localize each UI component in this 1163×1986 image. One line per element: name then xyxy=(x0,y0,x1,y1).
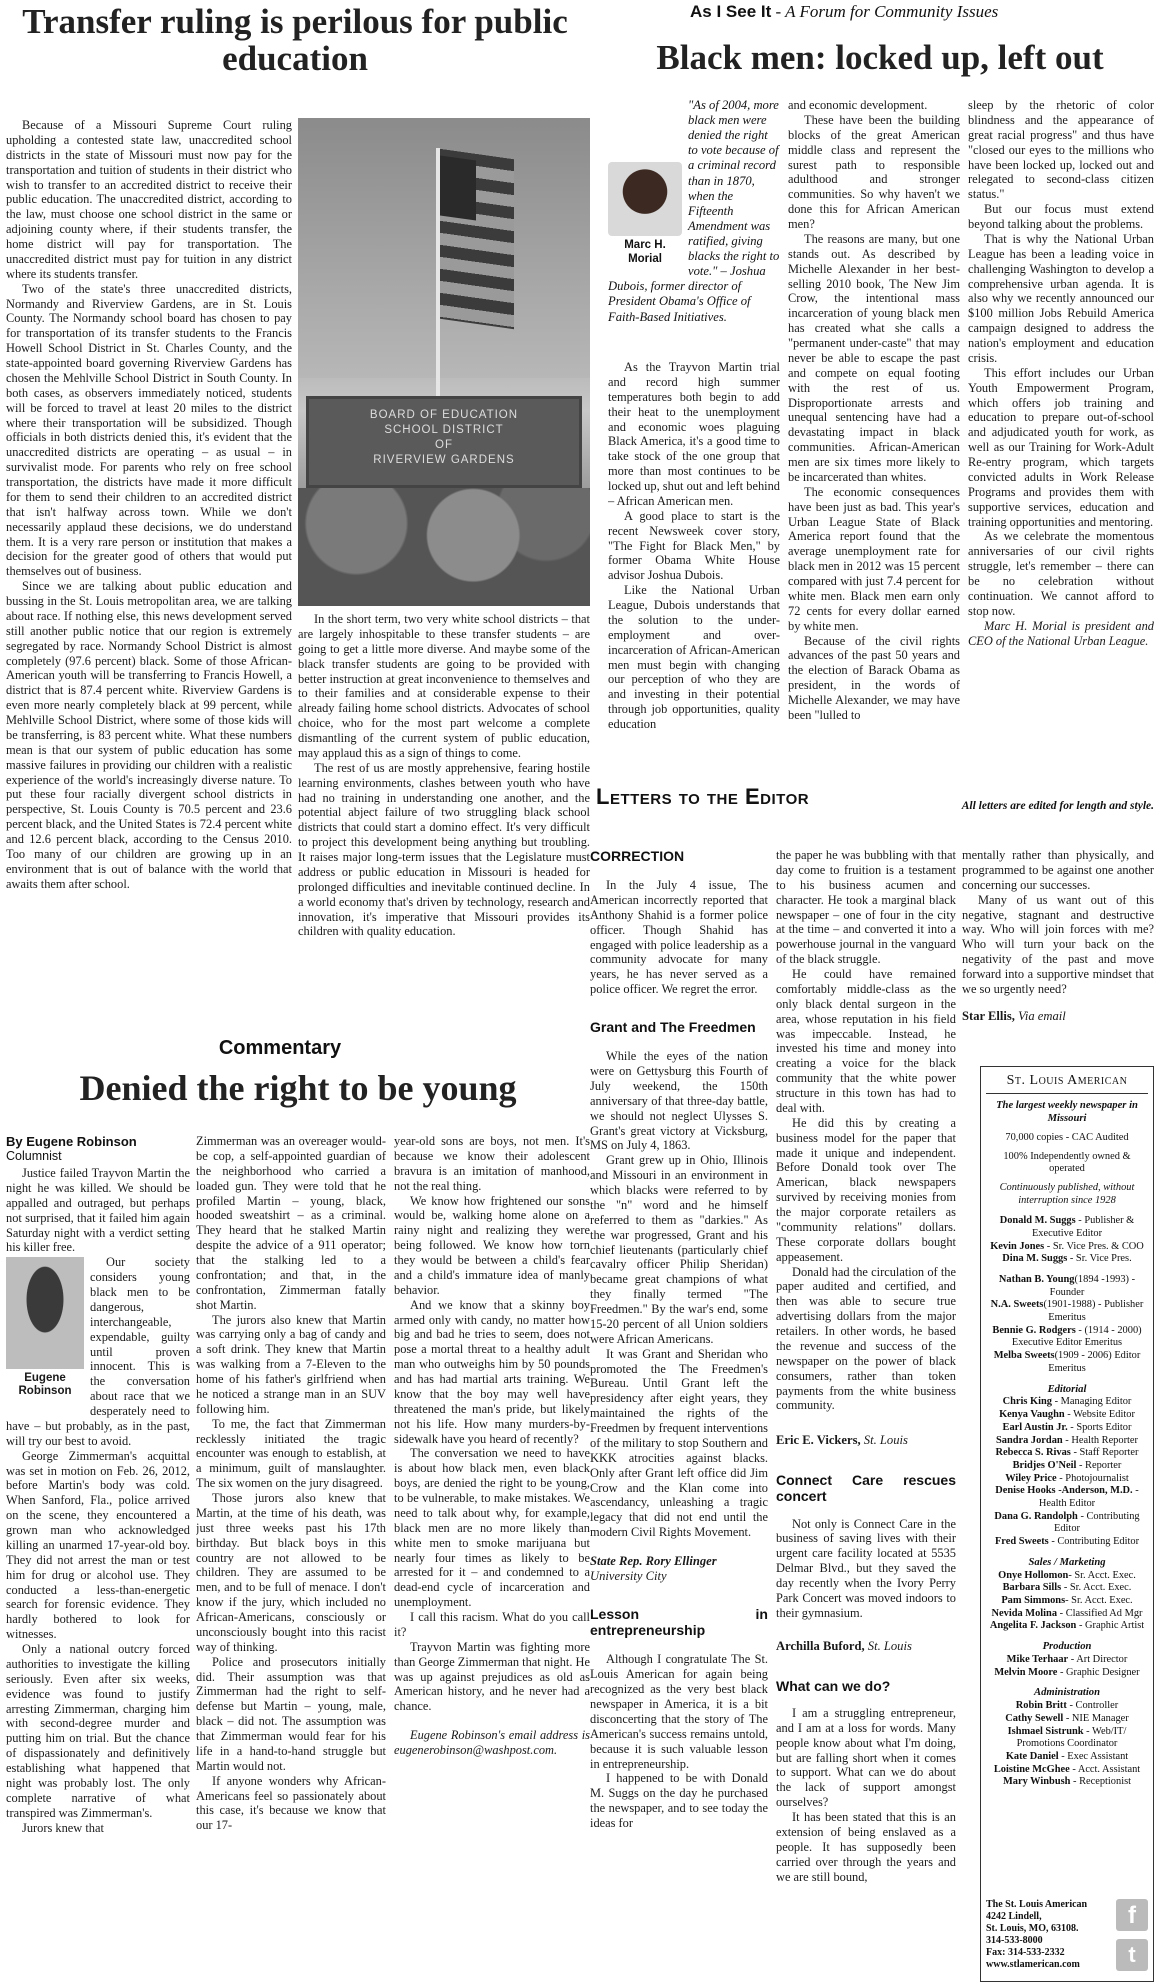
byline-role: Columnist xyxy=(6,1149,62,1163)
staff-name: N.A. Sweets xyxy=(990,1299,1044,1311)
shrubs xyxy=(298,488,590,606)
paragraph: Because of the civil rights advances of the past 50 years and the election of Barack Obama as president, in the words of Michelle Alexander, we may have been "lulled to xyxy=(788,633,960,722)
left-article-col2 xyxy=(298,612,590,1010)
paragraph: To me, the fact that Zimmerman recklessly initiated the tragic encounter was enough to establish, at a minimum, guilt of manslaughter. The six women on the jury disagreed. xyxy=(196,1416,386,1491)
staff-name: Rebecca S. Rivas xyxy=(995,1447,1071,1459)
commentary-col3 xyxy=(394,1134,590,1982)
staff-entry xyxy=(986,1764,1148,1777)
staff-name: Mike Terhaar xyxy=(1006,1653,1069,1665)
pull-quote-text: "As of 2004, more black men were denied the right to vote because of a criminal record than in 1870, when the Fifteenth Amendment was ratified, giving blacks the right to vote." – Joshua Dubois, former director of President Obama's Office of Faith-Based Initiatives. xyxy=(608,98,780,324)
staff-entry xyxy=(986,1776,1148,1789)
staff-name: Mary Winbush xyxy=(1002,1776,1071,1788)
paragraph: That is why the National Urban League has been a leading voice in challenging Washington to develop a comprehensive urban agenda. It is also why we recently announced our $100 million Jobs Rebuild America campaign designed to address the nation's employment and education crisis. xyxy=(968,231,1154,365)
staff-role: - Health Editor xyxy=(1038,1485,1139,1509)
staff-entry xyxy=(986,1582,1148,1595)
paragraph: The conversation we need to have is about how black men, even black boys, are denied the right to be young, to be vulnerable, to make mistakes. We need to talk about why, for example, black men are no more likely than white men to smoke marijuana but nearly four times as likely to be arrested for it – and condemned to a dead-end cycle of incarceration and unemployment. xyxy=(394,1446,590,1610)
staff-entry xyxy=(986,1325,1148,1350)
staff-entry xyxy=(986,1654,1148,1667)
staff-entry xyxy=(986,1485,1148,1510)
staff-role: (1901-1988) - Publisher Emeritus xyxy=(1043,1299,1144,1324)
staff-entry xyxy=(986,1608,1148,1621)
paragraph: George Zimmerman's acquittal was set in motion on Feb. 26, 2012, before Martin's body was cold. When Sanford, Fla., police arrived on the scene, they encountered a grown man who acknowledged killing an unarmed 17-year-old boy. They did not arrest the man or test him for drug or alcohol use. They conducted a less-than-energetic search for forensic evidence. They hardly bothered to look for witnesses. xyxy=(6,1448,190,1642)
staff-entry xyxy=(986,1595,1148,1608)
staff-role: - Staff Reporter xyxy=(1070,1447,1139,1459)
staff-name: Melvin Moore xyxy=(994,1666,1058,1678)
staff-role: (1894 -1993) - Founder xyxy=(1049,1274,1136,1298)
paragraph: Jurors knew that xyxy=(22,1820,104,1835)
paragraph: A good place to start is the recent Newsweek cover story, "The Fight for Black Men," by former Obama White House advisor Joshua Dubois. xyxy=(608,508,780,583)
paragraph: Those jurors also knew that Martin, at the time of his death, was just three weeks past his 17th birthday. But black boys in this country are not allowed to be children. They are assumed to be men, and to be full of menace. I don't know if the jury, which included no African-Americans, consciously or unconsciously bought into this racist way of thinking. xyxy=(196,1491,386,1654)
staff-role: - NIE Manager xyxy=(1063,1712,1129,1724)
commentary-col1 xyxy=(6,1166,190,1982)
staff-entry xyxy=(986,1726,1148,1751)
letters-col3 xyxy=(962,848,1154,1064)
sign-line: RIVERVIEW GARDENS xyxy=(373,453,515,466)
letters-col2 xyxy=(776,848,956,1982)
commentary-headline: Denied the right to be young xyxy=(79,1068,517,1108)
paragraph: It was Grant and Sheridan who promoted the The Freedmen's Bureau. Until Grant left the presidency after eight years, they maintained the rights of the Freedmen by frequent interventions of the military to stop Southern and KKK atrocities against blacks. Only after Grant left office did Jim Crow and the Klan come into ascendancy, unleashing a tragic legacy that did not end until the modern Civil Rights Movement. xyxy=(590,1346,768,1540)
address-line[interactable]: www.stlamerican.com xyxy=(986,1959,1080,1970)
staff-role: - Controller xyxy=(1066,1700,1119,1712)
robinson-photo xyxy=(6,1257,84,1369)
flag-canton xyxy=(440,155,476,220)
sign-text xyxy=(306,408,582,468)
masthead-admin-head: Administration xyxy=(1034,1687,1100,1699)
staff-name: Denise Hooks -Anderson, M.D. xyxy=(995,1485,1133,1497)
staff-entry xyxy=(986,1409,1148,1422)
staff-role: - Web/IT/ Promotions Coordinator xyxy=(1016,1725,1127,1750)
paragraph: But our focus must extend beyond talking about the problems. xyxy=(968,202,1154,231)
paragraph: Although I congratulate The St. Louis American for again being recognized as the very best black newspaper in America, it is a bit disconcerting that the story of The American's success remains untold, because it is such valuable lesson in entrepreneurship. xyxy=(590,1652,768,1771)
grant-sig-place: University City xyxy=(590,1569,667,1584)
right-article-col3 xyxy=(968,98,1154,752)
paragraph: While the eyes of the nation were on Gettysburg this Fourth of July weekend, the 150th anniversary of that three-day battle, we should not neglect Ulysses S. Grant's great victory at Vicksburg, MS on July 4, 1863. xyxy=(590,1049,768,1153)
paragraph: Grant grew up in Ohio, Illinois and Missouri in an environment in which blacks were referred to by the "n" word and he himself referred to them as "darkies." As the war progressed, Grant and his chief lieutenants (particularly chief cavalry officer Philip Sheridan) became great champions of what they finally termed "The Freedmen." By the war's end, some 15-20 percent of all Union soldiers were African Americans. xyxy=(590,1153,768,1346)
staff-role: - Sr. Vice Pres. & COO xyxy=(1044,1240,1144,1252)
paragraph: Police and prosecutors initially did. Their assumption was that Zimmerman had the right to self-defense but Martin – young, male, black – did not. The assumption was that Zimmerman would fear for his life in a hand-to-hand struggle but Martin would not. xyxy=(196,1654,386,1773)
staff-name: Earl Austin Jr. xyxy=(1002,1421,1068,1433)
staff-role: - Classified Ad Mgr xyxy=(1057,1607,1143,1619)
staff-entry xyxy=(986,1473,1148,1486)
masthead-independent: 100% Independently owned & operated xyxy=(1003,1150,1131,1175)
staff-role: - Sr. Acct. Exec. xyxy=(1061,1582,1132,1594)
letters-title: Letters to the Editor xyxy=(596,784,810,809)
staff-role: - Receptionist xyxy=(1070,1776,1132,1788)
grant-sig xyxy=(590,1554,768,1584)
forum-kicker xyxy=(690,2,1150,22)
author-photo xyxy=(608,162,682,236)
staff-name: Barbara Sills xyxy=(1002,1582,1062,1594)
masthead-editorial-head: Editorial xyxy=(1047,1383,1087,1395)
paragraph: This effort includes our Urban Youth Empowerment Program, which offers job training and education to prepare out-of-school and adjudicated youth for work, as well as our Training for Work-Adult Re-entry program, which targets convicted adults in Work Release Programs and provides them with supportive services, education and training opportunities and mentoring. xyxy=(968,365,1154,529)
staff-name: Kenya Vaughn xyxy=(999,1409,1065,1421)
staff-entry xyxy=(986,1350,1148,1375)
pull-quote xyxy=(608,98,780,360)
paragraph: Because of a Missouri Supreme Court ruling upholding a contested state law, unaccredited school districts in the state of Missouri must now pay for the transportation and tuition of students in their district who wish to transfer to an accredited district to receive their public education. The unaccredited district, according to the law, must choose one school district in the same or adjoining county where, if their students transfer, the home district will pay for transportation. The unaccredited district must pay for tuition in any district where its students transfer. xyxy=(6,118,292,281)
paragraph: I call this racism. What do you call it? xyxy=(394,1610,590,1639)
paragraph: The reasons are many, but one stands out. As described by Michelle Alexander in her best-selling 2010 book, The New Jim Crow, the intentional mass incarceration of young black men has created what she calls a "permanent under-caste" that may never be able to escape the past and compete on equal footing with the rest of us. Disproportionate arrests and unequal sentencing have had a devastating impact in black communities. African-American men are six times more likely to be incarcerated than whites. xyxy=(788,231,960,484)
staff-name: Bridjes O'Neil xyxy=(1012,1459,1077,1471)
paragraph: We know how frightened our sons would be, walking home alone on a rainy night and realizing they were being followed. We know how torn they would be between a child's fear and a child's immature idea of manly behavior. xyxy=(394,1193,590,1297)
author-signoff: Marc H. Morial is president and CEO of the National Urban League. xyxy=(968,618,1154,648)
paragraph: These have been the building blocks of the great American middle class and represent the surest path to responsible adulthood and stronger communities. So why haven't we done this for African American men? xyxy=(788,112,960,231)
staff-entry xyxy=(986,1253,1148,1266)
staff-name: Melba Sweets xyxy=(993,1350,1055,1362)
staff-name: Dana G. Randolph xyxy=(994,1510,1078,1522)
commentary-label: Commentary xyxy=(218,1037,342,1059)
staff-role: (1909 - 2006) Editor Emeritus xyxy=(1048,1350,1141,1374)
kicker-rest: - A Forum for Community Issues xyxy=(771,2,999,21)
staff-entry xyxy=(986,1713,1148,1726)
staff-entry xyxy=(986,1536,1148,1549)
kicker-bold: As I See It xyxy=(690,2,772,21)
staff-role: - Exec Assistant xyxy=(1058,1751,1129,1763)
masthead-production-head: Production xyxy=(1042,1641,1092,1653)
address-line: The St. Louis American xyxy=(986,1899,1088,1910)
masthead-sales-head: Sales / Marketing xyxy=(1028,1556,1106,1568)
paragraph: Donald had the circulation of the paper audited and certified, and then was able to secure true advertising dollars from the major retailers. In other words, he based the revenue and success of the newspaper on the power of black consumers, rather than token payments from the white business community. xyxy=(776,1264,956,1413)
staff-name: Loistine McGhee xyxy=(993,1763,1070,1775)
lesson-sig xyxy=(776,1433,956,1448)
right-article-col2 xyxy=(788,98,960,752)
staff-role: - Reporter xyxy=(1076,1459,1122,1471)
paragraph: Trayvon Martin was fighting more than George Zimmerman that night. He was up against prejudices as old as American history, and he never had a chance. xyxy=(394,1639,590,1714)
paragraph: Many of us want out of this negative, stagnant and destructive way. Who will join forces with me? Who will turn your back on the negativity of the past and move forward into a supportive mindset that we so urgently need? xyxy=(962,892,1154,996)
connect-sig-place: St. Louis xyxy=(864,1638,912,1653)
address-line: 314-533-8000 xyxy=(986,1935,1043,1946)
paragraph: In the short term, two very white school districts – that are largely inhospitable to these transfer students – are going to get a little more diverse. And maybe some of the black transfer students are going to be provided with better instruction at great inconvenience to themselves and to their families and at considerable expense to their already failing home school districts. Advocates of school choice, who for the most part welcome a complete dismantling of the current system of public education, may applaud this as a sign of things to come. xyxy=(298,612,590,760)
staff-role: - Acct. Assistant xyxy=(1069,1763,1141,1775)
staff-role: - Managing Editor xyxy=(1052,1396,1132,1408)
staff-role: - (1914 - 2000) Executive Editor Emeritus xyxy=(1011,1324,1142,1349)
staff-name: Chris King xyxy=(1002,1396,1052,1408)
staff-entry xyxy=(986,1396,1148,1409)
staff-entry xyxy=(986,1570,1148,1583)
col3-sig xyxy=(962,1009,1154,1024)
staff-role: - Graphic Artist xyxy=(1076,1620,1145,1632)
commentary-email: Eugene Robinson's email address is eugenerobinson@washpost.com. xyxy=(394,1728,590,1757)
staff-name: Wiley Price xyxy=(1005,1472,1057,1484)
address-line: St. Louis, MO, 63108. xyxy=(986,1923,1079,1934)
staff-entry xyxy=(986,1700,1148,1713)
staff-entry xyxy=(986,1447,1148,1460)
left-article-col1 xyxy=(6,118,292,1010)
author-photo-box xyxy=(608,162,682,266)
school-sign-photo xyxy=(298,118,590,606)
staff-name: Kate Daniel xyxy=(1005,1751,1059,1763)
staff-entry xyxy=(986,1299,1148,1324)
masthead-name: St. Louis American xyxy=(986,1073,1148,1094)
staff-entry xyxy=(986,1667,1148,1680)
twitter-icon[interactable]: t xyxy=(1116,1939,1148,1971)
staff-role: - Sr. Acct. Exec. xyxy=(1068,1569,1136,1581)
staff-entry xyxy=(986,1241,1148,1254)
staff-name: Pam Simmons xyxy=(1001,1595,1066,1606)
staff-name: Robin Britt xyxy=(1015,1700,1067,1712)
connect-sig-name: Archilla Buford, xyxy=(776,1638,865,1653)
connect-head: Connect Care rescues concert xyxy=(776,1472,956,1505)
right-article-col1 xyxy=(608,360,780,750)
paragraph: He did this by creating a business model for the paper that made it unique and independent. Before Donald took over The American, black newspapers survived by receiving monies from the major corporate retailers as "community relations" dollars. These corporate dollars bought appeasement. xyxy=(776,1115,956,1264)
paragraph: the paper he was bubbling with that day come to fruition is a testament to his business acumen and character. He took a marginal black newspaper – one of four in the city at the time – and converted it into a powerhouse journal in the vanguard of the black struggle. xyxy=(776,848,956,967)
connect-text: Not only is Connect Care in the business of saving lives with their urgent care facility located at 5535 Delmar Blvd., but they saved the day recently when the Ivory Perry Park Concert was moved indoors to their gymnasium. xyxy=(776,1516,956,1620)
staff-entry xyxy=(986,1620,1148,1633)
paragraph: mentally rather than physically, and programmed to be against one another concerning our successes. xyxy=(962,848,1154,892)
staff-role: - Graphic Designer xyxy=(1057,1666,1140,1678)
paragraph: sleep by the rhetoric of color blindness and the appearance of great racial progress" and thus have "closed our eyes to the millions who have been locked up, locked out and relegated to second-class citizen status." xyxy=(968,98,1154,202)
staff-name: Dina M. Suggs xyxy=(1002,1253,1068,1265)
staff-entry xyxy=(986,1215,1148,1240)
lesson-sig-place: St. Louis xyxy=(860,1433,908,1448)
left-article-headline: Transfer ruling is perilous for public education xyxy=(22,2,568,78)
paragraph: As we celebrate the momentous anniversaries of our civil rights struggle, let's remember – there can be no celebration without continuation. We cannot afford to stop now. xyxy=(968,529,1154,618)
commentary-wrap: Our society considers young black men to be dangerous, interchangeable, expendable, guilty until proven innocent. This is the conversation about race that we desperately need to have – but probably, as in the past, will try our best to avoid. xyxy=(6,1255,190,1448)
right-article-headline: Black men: locked up, left out xyxy=(656,38,1104,77)
paragraph: Zimmerman was an overeager would-be cop, a self-appointed guardian of the neighborhood who carried a loaded gun. They were told that he profiled Martin – young, black, hooded sweatshirt – as a criminal. They heard that he stalked Martin despite the advice of a 911 operator; that the stalking led to a confrontation; and that, in the confrontation, Zimmerman fatally shot Martin. xyxy=(196,1134,386,1312)
masthead-tagline: The largest weekly newspaper in Missouri xyxy=(996,1100,1138,1124)
staff-name: Onye Hollomon xyxy=(998,1569,1069,1581)
col3-sig-place: Via email xyxy=(1014,1008,1066,1023)
facebook-icon[interactable]: f xyxy=(1116,1899,1148,1931)
staff-role: - Website Editor xyxy=(1064,1409,1135,1421)
staff-entry xyxy=(986,1460,1148,1473)
correction-head: CORRECTION xyxy=(590,848,685,864)
paragraph: Two of the state's three unaccredited districts, Normandy and Riverview Gardens, are in St. Louis County. The Normandy school board has chosen to pay for transportation of its transfer students to the Francis Howell School District in St. Charles County, and the state-appointed board governing Riverview Gardens has chosen the Mehlville School District in South County. In both cases, as observers immediately noticed, students will be forced to travel at least 20 miles to the district where their transportation will be subsidized. Though officials in both districts denied this, it's evident that the unaccredited districts are operating – as usual – in survivalist mode. For parents who rely on free school transportation, the districts have made it more difficult for them to send their children to an accredited district that isn't halfway across town. While we don't necessarily applaud these decisions, we do understand them. It is a very rare person or institution that makes a decision for the greater good of others that would put themselves out of business. xyxy=(6,281,292,579)
paragraph: He could have remained comfortably middle-class as the only black dental surgeon in the area, whose reputation in his field was impeccable. Instead, he invested his time and money into creating a voice for the black community that the white power structure in this town has had to deal with. xyxy=(776,967,956,1115)
paragraph: Only a national outcry forced authorities to investigate the killing seriously. Even after six weeks, evidence was found to justify arresting Zimmerman, charging him with second-degree murder and putting him on trial. But the chance of dispassionately and definitively establishing what happened that night was probably lost. The only complete narrative of what transpired was Zimmerman's. xyxy=(6,1642,190,1820)
staff-name: Nevida Molina xyxy=(991,1607,1058,1619)
paragraph: I happened to be with Donald M. Suggs on the day he purchased the newspaper, and to see today the ideas for xyxy=(590,1771,768,1831)
staff-role: - Contributing Editor xyxy=(1048,1536,1140,1548)
robinson-photo-caption: Eugene Robinson xyxy=(18,1372,72,1398)
paragraph: and economic development. xyxy=(788,98,928,112)
sign-line: OF xyxy=(435,438,453,451)
commentary-intro: Justice failed Trayvon Martin the night he was killed. We should be appalled and outraged, but perhaps not surprised, that it failed him again Saturday night with a verdict setting his killer free. xyxy=(6,1166,190,1255)
staff-role: - Publisher & Executive Editor xyxy=(1031,1215,1135,1239)
grant-sig-name: State Rep. Rory Ellinger xyxy=(590,1554,717,1569)
paragraph: Like the National Urban League, Dubois understands that the solution to the under-employment and over-incarceration of African-American men must begin with changing our perception of who they are and investing in their potential through job opportunities, quality education xyxy=(608,583,780,731)
letters-col1 xyxy=(590,848,768,1982)
paragraph: As the Trayvon Martin trial and record high summer temperatures both begin to add their heat to the unemployment and economic woes plaguing Black America, it's a good time to take stock of the one group that more than most continues to be locked up, shut out and left behind – African American men. xyxy=(608,360,780,508)
paragraph: And we know that a skinny boy armed only with candy, no matter how big and bad he tries to seem, does not pose a mortal threat to a healthy adult man who outweighs him by 50 pounds and has had martial arts training. We know that the boy may well have threatened the man's pride, but likely not his life. How many murders-by-sidewalk have you heard of recently? xyxy=(394,1297,590,1446)
paragraph: I am a struggling entrepreneur, and I am at a loss for words. Many people know about what I'm doing, but are falling short when it comes to support. What can we do about the lack of support amongst ourselves? xyxy=(776,1705,956,1810)
paragraph: year-old sons are boys, not men. It's because we know their adolescent bravura is an imitation of manhood, not the real thing. xyxy=(394,1134,590,1193)
staff-role: - Photojournalist xyxy=(1056,1472,1129,1484)
paragraph: If anyone wonders why African-Americans feel so passionately about this case, it's because we know that our 17- xyxy=(196,1773,386,1833)
staff-name: Angelita F. Jackson xyxy=(989,1620,1077,1632)
lesson-sig-name: Eric E. Vickers, xyxy=(776,1433,861,1448)
staff-name: Bennie G. Rodgers xyxy=(992,1324,1076,1336)
commentary-byline xyxy=(6,1134,190,1163)
col3-sig-name: Star Ellis, xyxy=(962,1008,1015,1023)
staff-name: Ishmael Sistrunk xyxy=(1007,1725,1084,1737)
staff-name: Kevin Jones xyxy=(990,1240,1045,1252)
sign-line: BOARD OF EDUCATION xyxy=(369,409,519,421)
masthead-footer xyxy=(986,1899,1148,1975)
staff-name: Nathan B. Young xyxy=(998,1274,1075,1286)
staff-entry xyxy=(986,1435,1148,1448)
robinson-photo-box xyxy=(6,1257,84,1407)
paragraph: The rest of us are mostly apprehensive, fearing hostile learning environments, clashes between youth who have had no training in understanding one another, and the potential abject failure of two struggling black school districts that could start a domino effect. It's very difficult to project this development being anything but troubling. It raises major long-term issues that the Legislature must address or public education in Missouri is headed for prolonged difficulties and inevitable continued decline. In a world economy that's driven by technology, research and innovation, it's imperative that Missouri provides its children with quality education. xyxy=(298,760,590,939)
staff-entry xyxy=(986,1274,1148,1299)
staff-role: - Health Reporter xyxy=(1062,1434,1138,1446)
staff-name: Donald M. Suggs xyxy=(999,1215,1076,1227)
staff-role: - Sr. Acct. Exec. xyxy=(1065,1595,1133,1606)
paragraph: It has been stated that this is an extension of being enslaved as a people. It has supposedly been carried over through the years and we are still bound, xyxy=(776,1810,956,1884)
connect-sig xyxy=(776,1639,956,1654)
paragraph: The economic consequences have been just as bad. This year's Urban League State of Black America report found that the average unemployment rate for black men in 2012 was 15 percent compared with just 7.4 percent for white men. Black men earn only 72 cents for every dollar earned by white men. xyxy=(788,484,960,633)
paragraph: The jurors also knew that Martin was carrying only a bag of candy and a soft drink. They knew that Martin was walking from a 7-Eleven to the home of his father's girlfriend when he noticed a strange man in an SUV following him. xyxy=(196,1312,386,1416)
staff-name: Sandra Jordan xyxy=(995,1434,1063,1446)
author-photo-caption: Marc H. Morial xyxy=(624,239,666,265)
staff-name: Fred Sweets xyxy=(994,1536,1049,1548)
address-line: Fax: 314-533-2332 xyxy=(986,1947,1065,1958)
masthead-address xyxy=(986,1899,1104,1971)
masthead-published: Continuously published, without interruption since 1928 xyxy=(999,1181,1135,1206)
whatcan-head: What can we do? xyxy=(776,1677,891,1694)
paragraph: Since we are talking about public education and bussing in the St. Louis metropolitan area, we are talking about race. If nothing else, this news development served still another public notice that our region is extremely segregated by race. Normandy School District is almost completely (97.6 percent) black. Some of those African-American youth will be transferring to Francis Howell, a district that is 87.4 percent white. Riverview Gardens is even more nearly completely black at 99 percent, while Mehlville School District, where some of those kids will be transferring, is 83 percent white. What these numbers mean is that our system of public education has some massive failures in providing our children with a realistic experience of the world's increasingly diverse nature. To put these four racially divergent school districts in perspective, St. Louis County is 70.5 percent and 23.6 percent black, and the United States is 72.4 percent white and 12.6 percent black, according to the Census 2010. Too many of our children are growing up in an environment that is out of balance with the world that awaits them after school. xyxy=(6,579,292,891)
staff-role: - Contributing Editor xyxy=(1054,1510,1140,1535)
masthead-copies: 70,000 copies - CAC Audited xyxy=(1005,1131,1129,1143)
commentary-col2 xyxy=(196,1134,386,1982)
lesson-head: Lesson in entrepreneurship xyxy=(590,1606,768,1639)
staff-role: - Sports Editor xyxy=(1067,1421,1132,1433)
grant-head: Grant and The Freedmen xyxy=(590,1019,756,1036)
masthead-box xyxy=(980,1066,1154,1982)
staff-role: - Sr. Vice Pres. xyxy=(1067,1253,1132,1265)
byline-name: By Eugene Robinson xyxy=(6,1134,137,1149)
correction-text: In the July 4 issue, The American incorrectly reported that Anthony Shahid is a former police officer. Though Shahid has engaged with police leadership as a community advocate for many years, he has never served as a police officer. We regret the error. xyxy=(590,878,768,997)
staff-entry xyxy=(986,1422,1148,1435)
sign-line: SCHOOL DISTRICT xyxy=(384,423,504,436)
staff-entry xyxy=(986,1751,1148,1764)
staff-entry xyxy=(986,1511,1148,1536)
address-line: 4242 Lindell, xyxy=(986,1911,1042,1922)
letters-note: All letters are edited for length and style. xyxy=(961,800,1154,812)
staff-name: Cathy Sewell xyxy=(1005,1712,1064,1724)
staff-role: - Art Director xyxy=(1068,1653,1128,1665)
